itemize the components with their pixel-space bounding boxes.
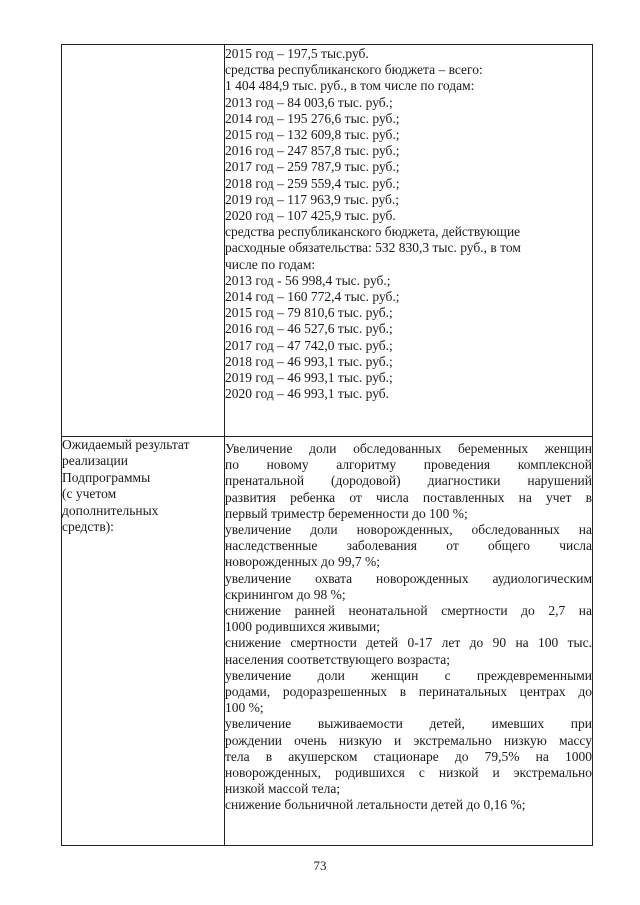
result-line: развития ребенка от числа поставленных на учет в bbox=[225, 489, 592, 505]
funding-line: средства республиканского бюджета – всего: bbox=[225, 62, 483, 78]
result-line: увеличение выживаемости детей, имевших при bbox=[225, 716, 592, 732]
label-line: средств): bbox=[62, 519, 114, 535]
funding-line: 2014 год – 195 276,6 тыс. руб.; bbox=[225, 110, 400, 126]
funding-line: 2016 год – 46 527,6 тыс. руб.; bbox=[225, 321, 393, 337]
funding-line: 2013 год – 84 003,6 тыс. руб.; bbox=[225, 94, 393, 110]
result-item bbox=[225, 522, 592, 571]
label-line: Подпрограммы bbox=[62, 469, 151, 485]
funding-line: 2015 год – 197,5 тыс.руб. bbox=[225, 46, 369, 61]
funding-line: 2015 год – 79 810,6 тыс. руб.; bbox=[225, 305, 393, 321]
result-item bbox=[225, 441, 592, 522]
funding-line: 2014 год – 160 772,4 тыс. руб.; bbox=[225, 289, 400, 305]
result-item bbox=[225, 716, 592, 797]
expected-result-cell bbox=[225, 437, 593, 846]
label-line: реализации bbox=[62, 453, 128, 469]
expected-result-label bbox=[62, 437, 224, 535]
result-line: 100 %; bbox=[225, 700, 264, 716]
result-line: наследственные заболевания от общего числа bbox=[225, 538, 592, 554]
funding-line: 2013 год - 56 998,4 тыс. руб.; bbox=[225, 272, 391, 288]
result-line: снижение смертности детей 0-17 лет до 90 на 100 тыс. bbox=[225, 635, 592, 651]
result-line: снижение больничной летальности детей до 0,16 %; bbox=[225, 797, 526, 813]
expected-result-label-cell bbox=[62, 437, 225, 846]
result-line: низкой массой тела; bbox=[225, 781, 341, 797]
result-line: Увеличение доли обследованных беременных женщин bbox=[225, 441, 592, 456]
funding-line: 2020 год – 46 993,1 тыс. руб. bbox=[225, 386, 390, 402]
label-line: (с учетом bbox=[62, 486, 117, 502]
result-line: по новому алгоритму проведения комплексной bbox=[225, 457, 592, 473]
result-item bbox=[225, 668, 592, 717]
result-line: увеличение доли женщин с преждевременными bbox=[225, 667, 592, 683]
result-line: первый триместр беременности до 100 %; bbox=[225, 505, 468, 521]
result-line: родами, родоразрешенных в перинатальных центрах до bbox=[225, 684, 592, 700]
result-item bbox=[225, 603, 592, 635]
funding-row bbox=[62, 45, 593, 437]
funding-line: 2015 год – 132 609,8 тыс. руб.; bbox=[225, 127, 400, 143]
result-item bbox=[225, 797, 592, 813]
funding-line: 2017 год – 259 787,9 тыс. руб.; bbox=[225, 159, 400, 175]
result-line: новорожденных, родившихся с низкой и экстремально bbox=[225, 765, 592, 781]
funding-line: 2019 год – 117 963,9 тыс. руб.; bbox=[225, 191, 400, 207]
result-line: рождении очень низкую и экстремально низкую массу bbox=[225, 732, 592, 748]
funding-line: 2020 год – 107 425,9 тыс. руб. bbox=[225, 208, 396, 224]
result-line: населения соответствующего возраста; bbox=[225, 651, 450, 667]
funding-line: средства республиканского бюджета, действующие bbox=[225, 224, 521, 240]
funding-line: 2018 год – 46 993,1 тыс. руб.; bbox=[225, 353, 393, 369]
result-line: снижение ранней неонатальной смертности до 2,7 на bbox=[225, 603, 592, 619]
funding-line: числе по годам: bbox=[225, 256, 316, 272]
result-item bbox=[225, 571, 592, 603]
funding-label-cell bbox=[62, 45, 225, 437]
result-line: 1000 родившихся живыми; bbox=[225, 619, 381, 635]
expected-result-row bbox=[62, 437, 593, 846]
label-line: Ожидаемый результат bbox=[62, 437, 190, 452]
subprogram-passport-table bbox=[61, 44, 593, 846]
result-line: новорожденных до 99,7 %; bbox=[225, 554, 380, 570]
result-line: увеличение доли новорожденных, обследованных на bbox=[225, 522, 592, 538]
funding-line: 2018 год – 259 559,4 тыс. руб.; bbox=[225, 175, 400, 191]
result-line: скринингом до 98 %; bbox=[225, 586, 346, 602]
result-line: пренатальной (дородовой) диагностики нарушений bbox=[225, 473, 592, 489]
result-line: увеличение охвата новорожденных аудиологическим bbox=[225, 570, 592, 586]
result-line: тела в акушерском стационаре до 79,5% на 1000 bbox=[225, 748, 592, 764]
result-item bbox=[225, 635, 592, 667]
funding-cell bbox=[225, 45, 593, 437]
funding-lines bbox=[225, 46, 592, 402]
label-line: дополнительных bbox=[62, 502, 159, 518]
funding-line: 2019 год – 46 993,1 тыс. руб.; bbox=[225, 370, 393, 386]
funding-line: 1 404 484,9 тыс. руб., в том числе по годам: bbox=[225, 78, 475, 94]
page-number: 73 bbox=[313, 858, 327, 873]
funding-line: расходные обязательства: 532 830,3 тыс. руб., в том bbox=[225, 240, 521, 256]
funding-line: 2016 год – 247 857,8 тыс. руб.; bbox=[225, 143, 400, 159]
expected-result-list bbox=[225, 441, 592, 814]
funding-line: 2017 год – 47 742,0 тыс. руб.; bbox=[225, 337, 393, 353]
